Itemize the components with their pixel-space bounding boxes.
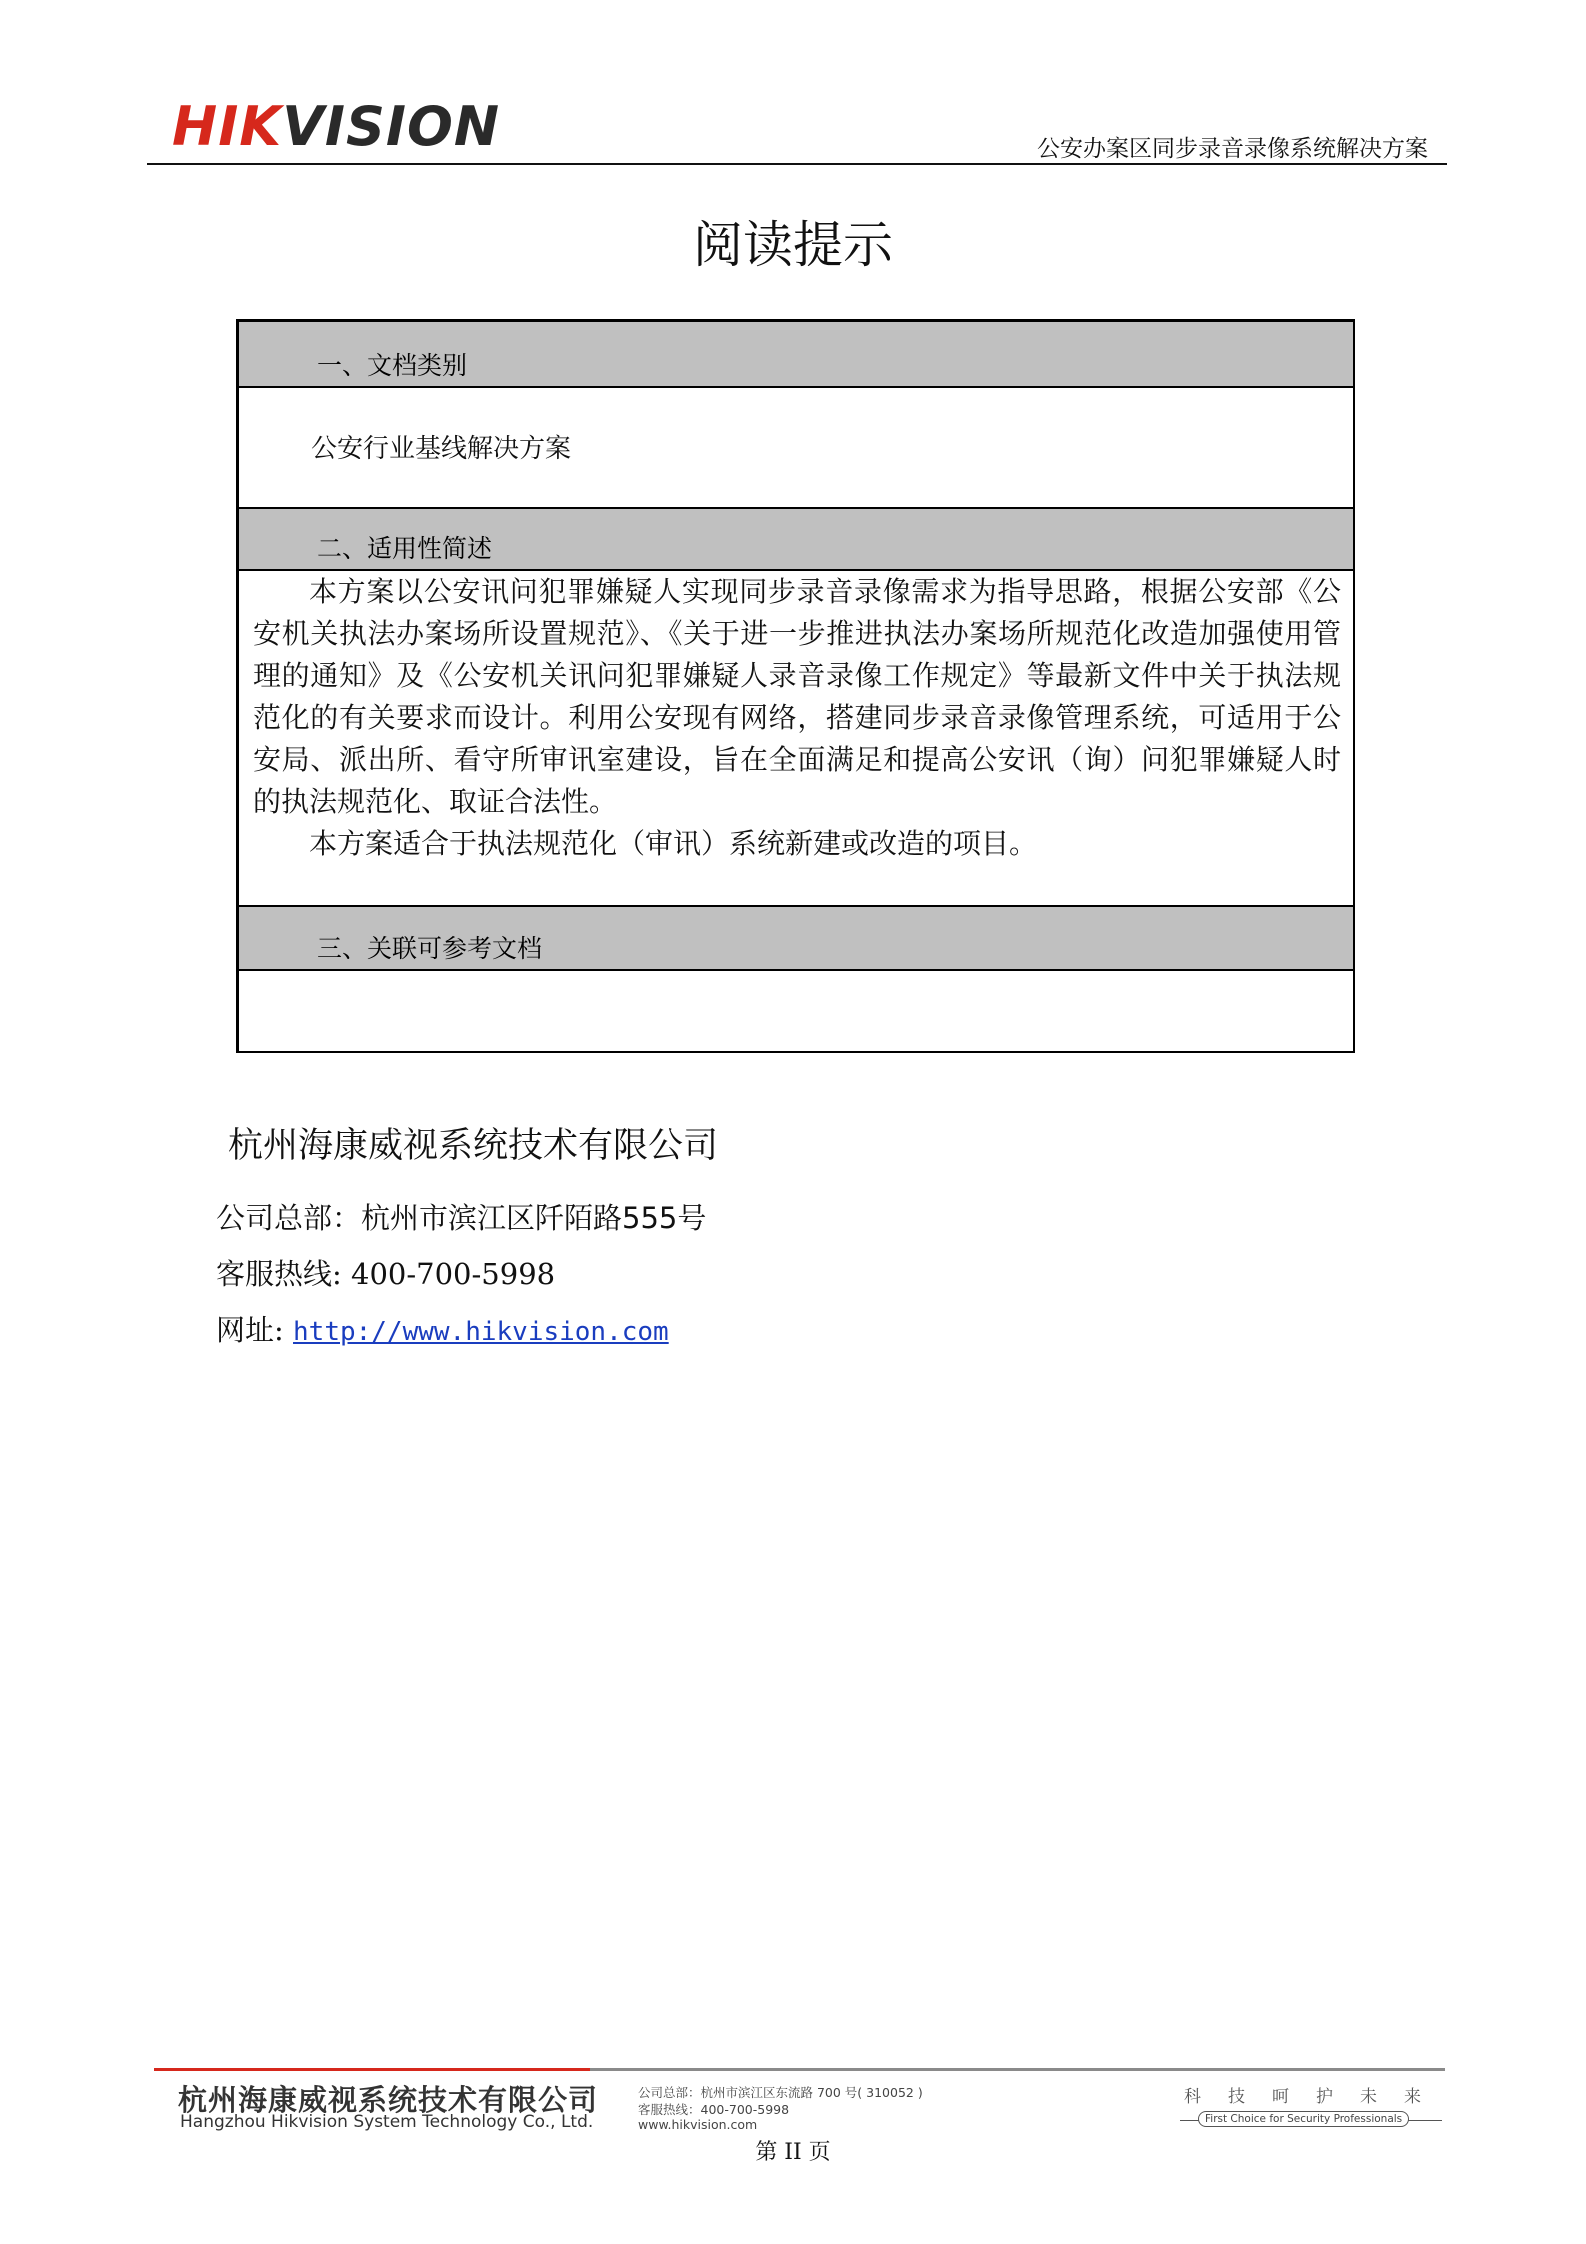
logo-hik: HIK <box>172 95 283 158</box>
hq-address: 杭州市滨江区阡陌路555号 <box>361 1201 707 1235</box>
page-title: 阅读提示 <box>693 216 893 274</box>
hikvision-logo <box>172 95 501 158</box>
hotline-number: : 400-700-5998 <box>332 1257 556 1291</box>
footer-divider-red <box>154 2068 590 2071</box>
section-heading: 一、文档类别 <box>317 351 468 380</box>
footer-divider-grey <box>590 2068 1445 2071</box>
company-name: 杭州海康威视系统技术有限公司 <box>228 1126 719 1166</box>
hotline-label: 客服热线 <box>216 1257 333 1291</box>
section-header-related-docs <box>239 907 1353 971</box>
section-body-applicability <box>239 571 1353 865</box>
section-header-document-type <box>239 322 1353 388</box>
footer-website: www.hikvision.com <box>638 2117 758 2132</box>
website-label: 网址 <box>216 1313 275 1347</box>
company-hotline-line <box>216 1252 555 1293</box>
company-hq-line <box>216 1196 706 1237</box>
footer-hotline: 客服热线：400-700-5998 <box>638 2102 790 2117</box>
header-document-title: 公安办案区同步录音录像系统解决方案 <box>1037 136 1428 162</box>
document-type-text: 公安行业基线解决方案 <box>311 434 572 464</box>
footer-tagline: First Choice for Security Professionals <box>1198 2111 1409 2127</box>
logo-vision: VISION <box>282 95 501 158</box>
section-heading: 三、关联可参考文档 <box>317 934 543 963</box>
section-body-document-type <box>239 388 1353 508</box>
applicability-paragraph: 本方案以公安讯问犯罪嫌疑人实现同步录音录像需求为指导思路，根据公安部《公安机关执法办案场所设置规范》、《关于进一步推进执法办案场所规范化改造加强使用管理的通知》及《公安机关讯问犯罪嫌疑人录音录像工作规定》等最新文件中关于执法规范化的有关要求而设计。利用公安现有网络，搭建同步录音录像管理系统，可适用于公安局、派出所、看守所审讯室建设，旨在全面满足和提高公安讯（询）问犯罪嫌疑人时的执法规范化、取证合法性。 <box>253 575 1341 818</box>
website-separator: : <box>274 1313 294 1347</box>
footer-address: 公司总部：杭州市滨江区东流路 700 号( 310052 ) <box>638 2085 923 2100</box>
page-number: 第 II 页 <box>755 2140 831 2165</box>
footer-slogan: 科技呵护未来 <box>1184 2087 1448 2107</box>
footer-company-cn: 杭州海康威视系统技术有限公司 <box>178 2083 599 2117</box>
header-divider <box>147 163 1447 165</box>
section-heading: 二、适用性简述 <box>317 534 493 563</box>
website-link[interactable]: http://www.hikvision.com <box>293 1317 669 1347</box>
reading-notes-table <box>236 319 1355 1053</box>
section-body-related-docs <box>239 971 1353 1051</box>
hq-label: 公司总部： <box>216 1201 362 1235</box>
company-website-line <box>216 1308 669 1349</box>
section-header-applicability <box>239 509 1353 571</box>
footer-company-en: Hangzhou Hikvision System Technology Co., Ltd. <box>180 2112 594 2132</box>
applicability-paragraph: 本方案适合于执法规范化（审讯）系统新建或改造的项目。 <box>309 827 1038 860</box>
